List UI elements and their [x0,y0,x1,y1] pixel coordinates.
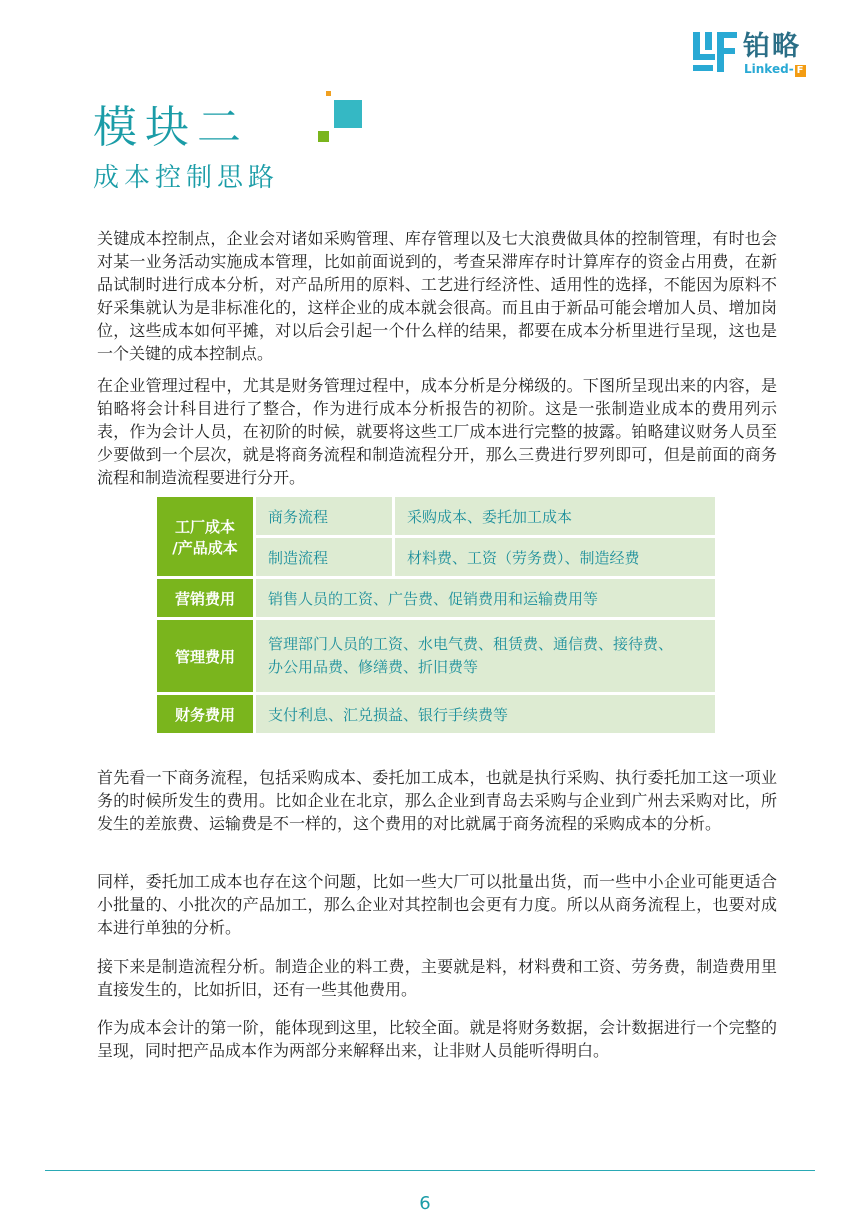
business-process-value: 采购成本、委托加工成本 [392,497,715,538]
logo-chinese-name: 铂略 [743,31,801,62]
footer-divider [45,1170,815,1171]
paragraph-manufacturing: 接下来是制造流程分析。制造企业的料工费，主要就是料，材料费和工资、劳务费，制造费用里直接发生的，比如折旧，还有一些其他费用。 [97,957,777,999]
marketing-expense-header: 营销费用 [157,579,253,620]
manufacturing-process-value: 材料费、工资（劳务费）、制造经费 [392,538,715,579]
business-process-label: 商务流程 [253,497,392,538]
logo-badge: F [796,65,804,76]
paragraph-cost-analysis: 在企业管理过程中，尤其是财务管理过程中，成本分析是分梯级的。下图所呈现出来的内容，是铂略将会计科目进行了整合，作为进行成本分析报告的初阶。这是一张制造业成本的费用列示表，作为会计人员，在初阶的时候，就要将这些工厂成本进行完整的披露。铂略建议财务人员至少要做到一个层次，就是将商务流程和制造流程分开，那么三费进行罗列即可，但是前面的商务流程和制造流程要进行分开。 [97,376,777,487]
table-row [157,497,715,538]
factory-cost-header: 工厂成本 /产品成本 [157,497,253,579]
table-row [157,579,715,620]
brand-logo [693,30,823,78]
paragraph-key-cost-points: 关键成本控制点，企业会对诸如采购管理、库存管理以及七大浪费做具体的控制管理，有时也会对某一业务活动实施成本管理，比如前面说到的，考查呆滞库存时计算库存的资金占用费，在新品试制时进行成本分析，对产品所用的原料、工艺进行经济性、适用性的选择，不能因为原料不好采集就认为是非标准化的，这样企业的成本就会很高。而且由于新品可能会增加人员、增加岗位，这些成本如何平摊，对以后会引起一个什么样的结果，都要在成本分析里进行呈现，这也是一个关键的成本控制点。 [97,229,777,363]
admin-expense-header: 管理费用 [157,620,253,695]
paragraph-outsourcing: 同样，委托加工成本也存在这个问题，比如一些大厂可以批量出货，而一些中小企业可能更适合小批量的、小批次的产品加工，那么企业对其控制也会更有力度。所以从商务流程上，也要对成本进行单独的分析。 [97,872,777,937]
paragraph-business-process: 首先看一下商务流程，包括采购成本、委托加工成本，也就是执行采购、执行委托加工这一项业务的时候所发生的费用。比如企业在北京，那么企业到青岛去采购与企业到广州去采购对比，所发生的差旅费、运输费是不一样的，这个费用的对比就属于商务流程的采购成本的分析。 [97,768,777,833]
module-subtitle: 成本控制思路 [93,163,280,193]
linkedf-logo-icon [693,32,737,72]
module-title: 模块二 [93,102,249,153]
manufacturing-process-label: 制造流程 [253,538,392,579]
finance-expense-value: 支付利息、汇兑损益、银行手续费等 [253,695,715,736]
table-row [157,695,715,736]
cost-expense-table [157,497,715,736]
decorative-squares-icon [318,91,364,143]
logo-english-name: Linked- F [744,62,804,76]
paragraph-summary: 作为成本会计的第一阶，能体现到这里，比较全面。就是将财务数据，会计数据进行一个完整的呈现，同时把产品成本作为两部分来解释出来，让非财人员能听得明白。 [97,1018,777,1060]
marketing-expense-value: 销售人员的工资、广告费、促销费用和运输费用等 [253,579,715,620]
table-row [157,620,715,695]
finance-expense-header: 财务费用 [157,695,253,736]
admin-expense-value: 管理部门人员的工资、水电气费、租赁费、通信费、接待费、 办公用品费、修缮费、折旧费等 [253,620,715,695]
page-number: 6 [419,1193,431,1214]
